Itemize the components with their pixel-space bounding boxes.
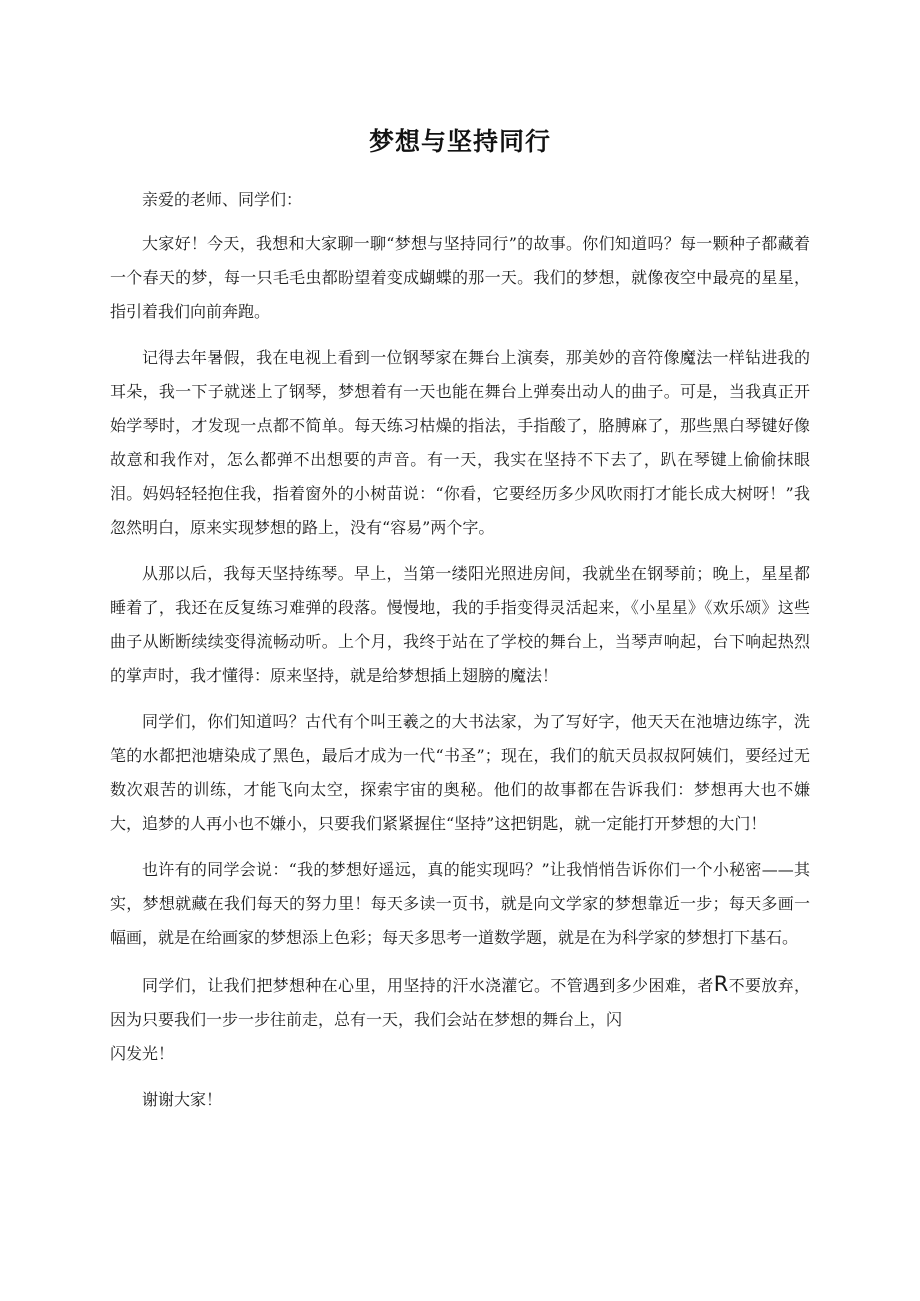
closing: 谢谢大家！	[142, 1090, 223, 1109]
paragraph-secret: 也许有的同学会说：“我的梦想好遥远，真的能实现吗？”让我悄悄告诉你们一个小秘密——其实，梦想就藏在我们每天的努力里！每天多读一页书，就是向文学家的梦想靠近一步；每天多画一幅画，就是在给画家的梦想添上色彩；每天多思考一道数学题，就是在为科学家的梦想打下基石。	[110, 860, 810, 947]
paragraph-call-to-action-continuation: 闪发光！	[110, 1044, 175, 1063]
salutation: 亲爱的老师、同学们：	[142, 190, 303, 209]
call-to-action-part1: 同学们，让我们把梦想种在心里，用坚持的汗水浇灌它。不管遇到多少困难，者	[142, 976, 714, 995]
paragraph-greeting: 大家好！今天，我想和大家聊一聊“梦想与坚持同行”的故事。你们知道吗？每一颗种子都藏着一个春天的梦，每一只毛毛虫都盼望着变成蝴蝶的那一天。我们的梦想，就像夜空中最亮的星星，指引着我们向前奔跑。	[110, 234, 810, 321]
document-title: 梦想与坚持同行	[368, 127, 551, 156]
call-to-action-glitch: R	[713, 972, 729, 996]
paragraph-examples: 同学们，你们知道吗？古代有个叫王羲之的大书法家，为了写好字，他天天在池塘边练字，洗笔的水都把池塘染成了黑色，最后才成为一代“书圣”；现在，我们的航天员叔叔阿姨们，要经过无数次艰苦的训练，才能飞向太空，探索宇宙的奥秘。他们的故事都在告诉我们：梦想再大也不嫌大，追梦的人再小也不嫌小，只要我们紧紧握住“坚持”这把钥匙，就一定能打开梦想的大门！	[110, 712, 810, 833]
paragraph-piano-story: 记得去年暑假，我在电视上看到一位钢琴家在舞台上演奏，那美妙的音符像魔法一样钻进我的耳朵，我一下子就迷上了钢琴，梦想着有一天也能在舞台上弹奏出动人的曲子。可是，当我真正开始学琴时，才发现一点都不简单。每天练习枯燥的指法，手指酸了，胳膊麻了，那些黑白琴键好像故意和我作对，怎么都弹不出想要的声音。有一天，我实在坚持不下去了，趴在琴键上偷偷抹眼泪。妈妈轻轻抱住我，指着窗外的小树苗说：“你看，它要经历多少风吹雨打才能长成大树呀！”我忽然明白，原来实现梦想的路上，没有“容易”两个字。	[110, 348, 810, 537]
call-to-action-part2: 不要放弃，因为只要我们一步一步往前走，总有一天，我们会站在梦想的舞台上，闪	[110, 976, 810, 1029]
document-body	[110, 183, 810, 1129]
paragraph-practice: 从那以后，我每天坚持练琴。早上，当第一缕阳光照进房间，我就坐在钢琴前；晚上，星星都睡着了，我还在反复练习难弹的段落。慢慢地，我的手指变得灵活起来，《小星星》《欢乐颂》这些曲子从断断续续变得流畅动听。上个月，我终于站在了学校的舞台上，当琴声响起，台下响起热烈的掌声时，我才懂得：原来坚持，就是给梦想插上翅膀的魔法！	[110, 564, 810, 685]
paragraph-call-to-action	[110, 967, 810, 1037]
